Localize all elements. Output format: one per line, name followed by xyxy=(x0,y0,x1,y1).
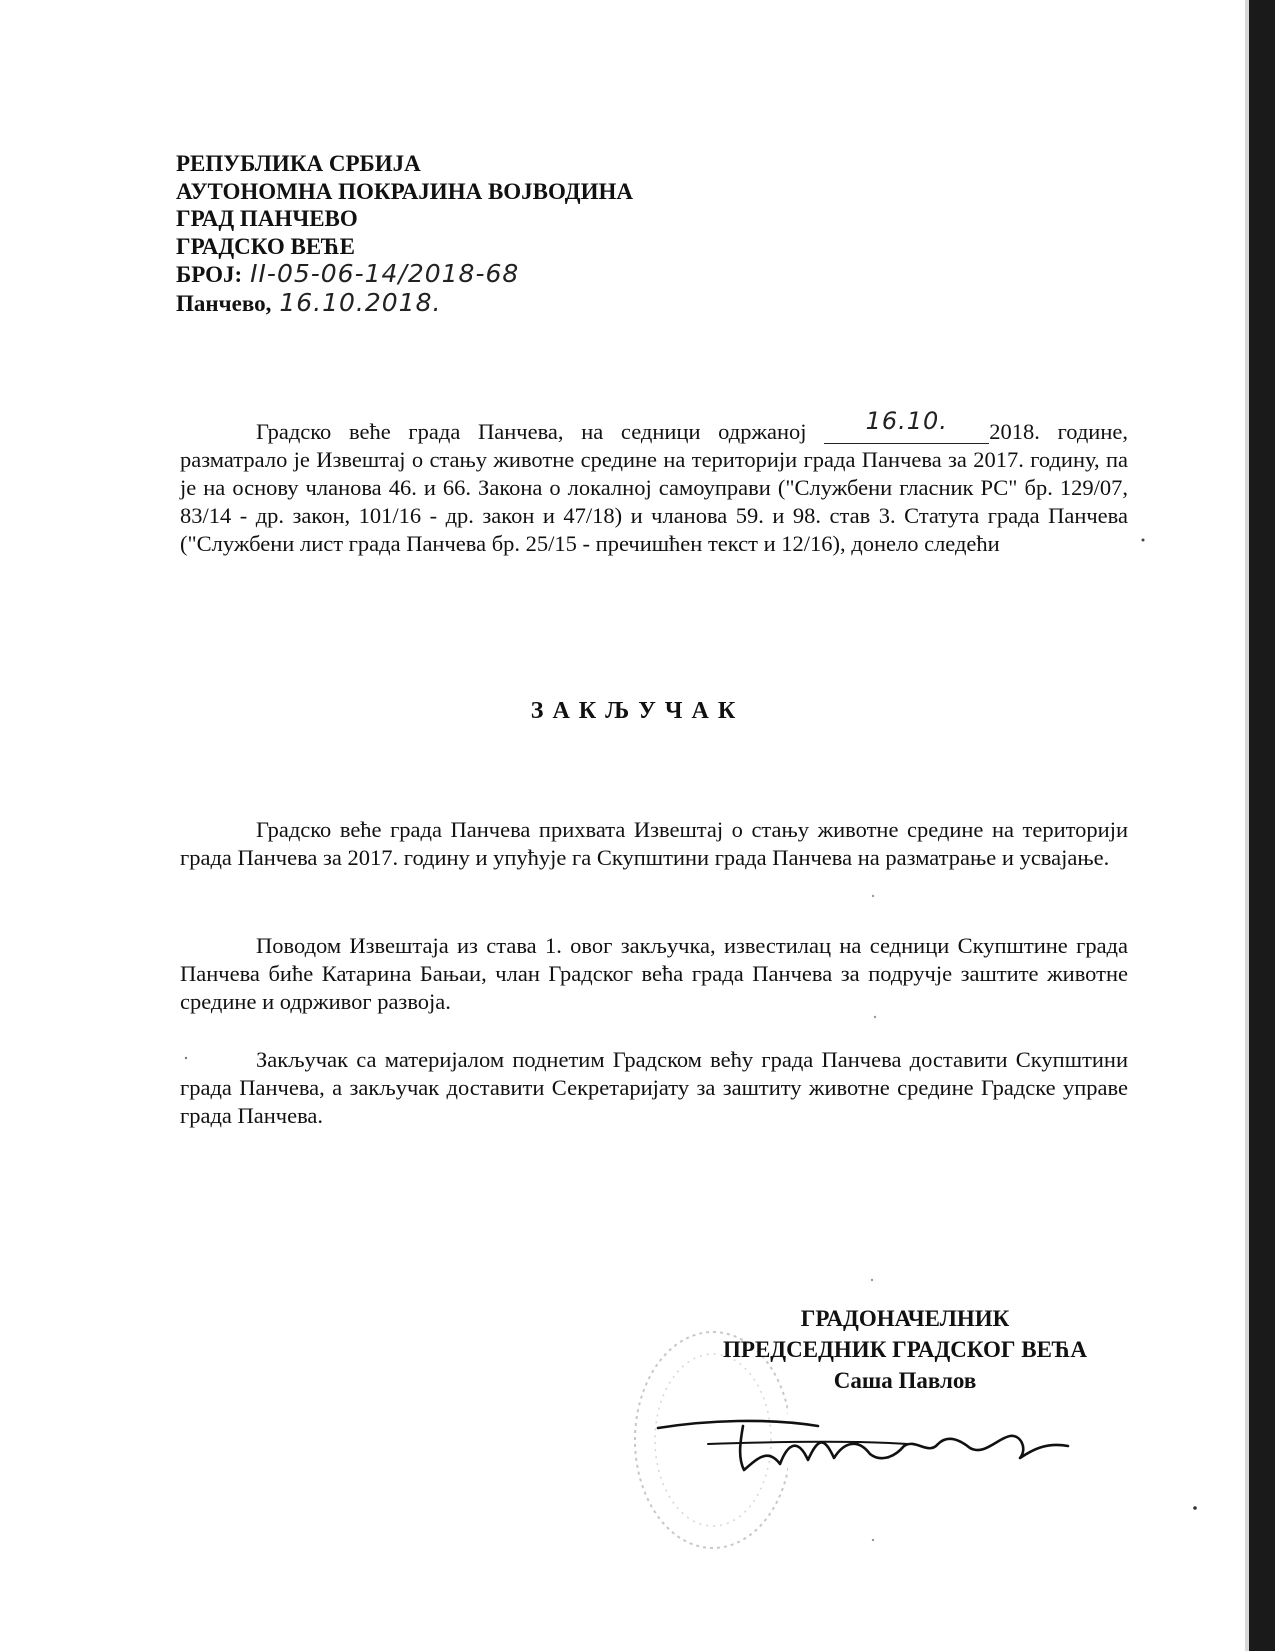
header-province: АУТОНОМНА ПОКРАЈИНА ВОЈВОДИНА xyxy=(176,178,633,204)
session-date: 16.10. xyxy=(865,407,948,435)
mayor-title: ГРАДОНАЧЕЛНИК xyxy=(800,1306,1010,1331)
document-header xyxy=(176,150,633,317)
number-label: БРОЈ: xyxy=(176,262,243,287)
scan-edge-border xyxy=(1249,0,1275,1651)
header-number xyxy=(176,260,633,289)
intro-part2: 2018. године, разматрало је Извештај о стању животне средине на територији града Панчева за 2017. годину, па је на основу чланова 46. и 66. Закона о локалној самоуправи ("Службени гласник РС" бр. 129/07, 83/14 - др. закон, 101/16 - др. закон и 47/18) и чланова 59. и 98. став 3. Статута града Панчева ("Службени лист града Панчева бр. 25/15 - пречишћен текст и 12/16), донело следећи xyxy=(180,419,1128,556)
intro-part1: Градско веће града Панчева, на седници одржаној xyxy=(256,419,807,444)
body-paragraph-2: Поводом Извештаја из става 1. овог закључка, известилац на седници Скупштине града Панчева биће Катарина Бањаи, члан Градског већа града Панчева за подручје заштите животне средине и одрживог развоја. xyxy=(180,933,1128,1014)
place-label: Панчево, xyxy=(176,290,272,316)
body-paragraph-1: Градско веће града Панчева прихвата Извештај о стању животне средине на територији града Панчева за 2017. годину и упућује га Скупштини града Панчева на разматрање и усвајање. xyxy=(180,817,1128,870)
signatory-name: Саша Павлов xyxy=(833,1368,977,1393)
session-date-blank xyxy=(824,407,989,444)
body-paragraph-3: Закључак са материјалом поднетим Градском већу града Панчева доставити Скупштини града Панчева, а закључак доставити Секретаријату за заштиту животне средине Градске управе града Панчева. xyxy=(180,1047,1128,1128)
header-country: РЕПУБЛИКА СРБИЈА xyxy=(176,151,421,176)
signature-block xyxy=(690,1303,1120,1396)
president-title: ПРЕДСЕДНИК ГРАДСКОГ ВЕЋА xyxy=(723,1337,1087,1362)
handwritten-signature xyxy=(648,1398,1088,1488)
document-title: ЗАКЉУЧАК xyxy=(530,698,745,724)
number-value: II-05-06-14/2018-68 xyxy=(250,259,520,288)
intro-paragraph xyxy=(180,407,1128,558)
date-value: 16.10.2018. xyxy=(279,287,442,317)
header-city: ГРАД ПАНЧЕВО xyxy=(176,206,358,231)
header-council: ГРАДСКО ВЕЋЕ xyxy=(176,233,355,259)
header-date xyxy=(176,289,633,318)
